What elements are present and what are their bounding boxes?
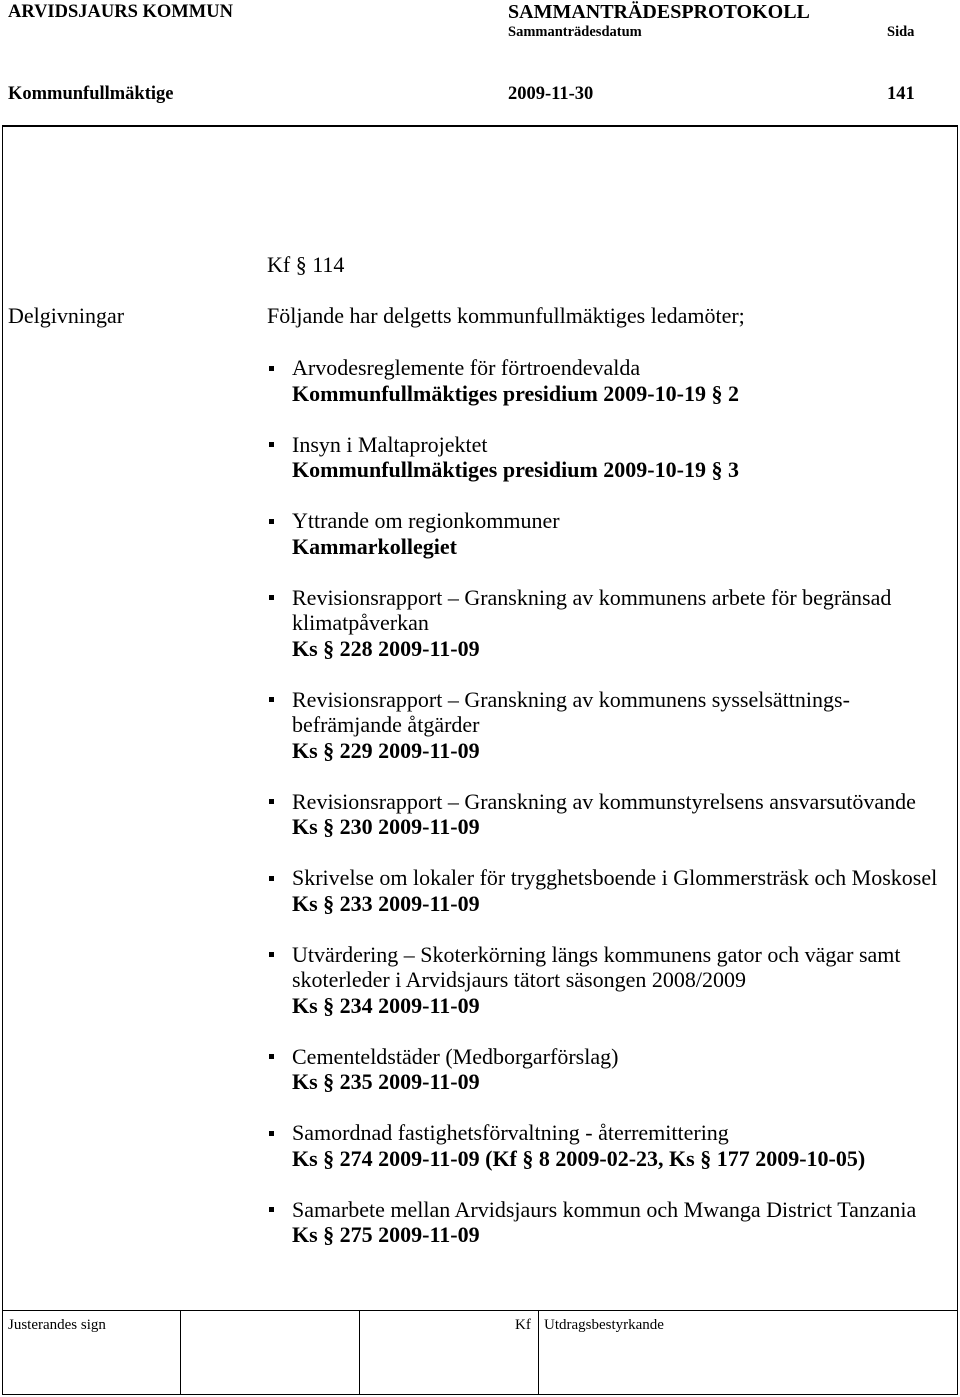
item-reference: Kammarkollegiet bbox=[292, 533, 457, 559]
square-bullet-icon bbox=[269, 1131, 274, 1136]
organization-name: ARVIDSJAURS KOMMUN bbox=[8, 2, 233, 22]
item-reference: Ks § 229 2009-11-09 bbox=[292, 737, 480, 763]
meeting-date-label: Sammanträdesdatum bbox=[508, 24, 642, 40]
item-text: Samarbete mellan Arvidsjaurs kommun och Mwanga District Tanzania bbox=[292, 1196, 917, 1222]
intro-text: Följande har delgetts kommunfullmäktiges ledamöter; bbox=[267, 303, 745, 328]
footer-top-rule bbox=[2, 1310, 958, 1311]
footer-cell-divider bbox=[538, 1310, 539, 1394]
notice-list bbox=[292, 355, 937, 1273]
square-bullet-icon bbox=[269, 952, 274, 957]
notice-item bbox=[292, 585, 937, 662]
item-reference: Ks § 274 2009-11-09 (Kf § 8 2009-02-23, Ks § 177 2009-10-05) bbox=[292, 1145, 866, 1171]
item-text: klimatpåverkan bbox=[292, 610, 429, 635]
notice-item bbox=[292, 432, 937, 483]
square-bullet-icon bbox=[269, 519, 274, 524]
square-bullet-icon bbox=[269, 799, 274, 804]
item-text: Skrivelse om lokaler för trygghetsboende i Glommersträsk och Moskosel bbox=[292, 865, 938, 890]
item-reference: Ks § 234 2009-11-09 bbox=[292, 992, 480, 1018]
footer-cell-divider bbox=[359, 1310, 360, 1394]
item-text: Utvärdering – Skoterkörning längs kommunens gator och vägar samt bbox=[292, 941, 901, 967]
item-reference: Ks § 233 2009-11-09 bbox=[292, 890, 480, 916]
initials: Kf bbox=[515, 1317, 531, 1333]
square-bullet-icon bbox=[269, 697, 274, 702]
item-text: Revisionsrapport – Granskning av kommunstyrelsens ansvarsutövande bbox=[292, 788, 916, 814]
notice-item bbox=[292, 789, 937, 840]
item-text: skoterleder i Arvidsjaurs tätort säsongen 2008/2009 bbox=[292, 967, 746, 992]
notice-item bbox=[292, 687, 937, 764]
item-reference: Ks § 230 2009-11-09 bbox=[292, 814, 480, 839]
notice-item bbox=[292, 942, 937, 1019]
section-heading: Delgivningar bbox=[8, 303, 125, 328]
certification-label: Utdragsbestyrkande bbox=[544, 1317, 664, 1333]
notice-item bbox=[292, 1120, 937, 1171]
square-bullet-icon bbox=[269, 1054, 274, 1059]
item-text: Revisionsrapport – Granskning av kommunens arbete för begränsad bbox=[292, 584, 892, 610]
signature-label: Justerandes sign bbox=[8, 1317, 106, 1333]
square-bullet-icon bbox=[269, 366, 274, 371]
square-bullet-icon bbox=[269, 595, 274, 600]
square-bullet-icon bbox=[269, 876, 274, 881]
paragraph-number: Kf § 114 bbox=[267, 252, 345, 277]
item-text: Revisionsrapport – Granskning av kommunens sysselsättnings- bbox=[292, 686, 850, 712]
notice-item bbox=[292, 355, 937, 406]
notice-item bbox=[292, 1197, 937, 1248]
item-text: Cementeldstäder (Medborgarförslag) bbox=[292, 1043, 619, 1069]
square-bullet-icon bbox=[269, 1207, 274, 1212]
page-number: 141 bbox=[887, 84, 915, 104]
item-text: Yttrande om regionkommuner bbox=[292, 508, 560, 533]
meeting-date: 2009-11-30 bbox=[508, 84, 594, 104]
item-reference: Kommunfullmäktiges presidium 2009-10-19 § 2 bbox=[292, 380, 739, 406]
item-reference: Kommunfullmäktiges presidium 2009-10-19 § 3 bbox=[292, 457, 739, 482]
item-reference: Ks § 228 2009-11-09 bbox=[292, 635, 480, 661]
square-bullet-icon bbox=[269, 442, 274, 447]
item-text: befrämjande åtgärder bbox=[292, 712, 480, 737]
item-text: Insyn i Maltaprojektet bbox=[292, 431, 488, 457]
item-reference: Ks § 275 2009-11-09 bbox=[292, 1222, 480, 1247]
document-type: SAMMANTRÄDESPROTOKOLL bbox=[508, 1, 810, 23]
page-label: Sida bbox=[887, 24, 915, 40]
item-text: Arvodesreglemente för förtroendevalda bbox=[292, 355, 641, 380]
item-reference: Ks § 235 2009-11-09 bbox=[292, 1069, 480, 1094]
notice-item bbox=[292, 865, 937, 916]
item-text: Samordnad fastighetsförvaltning - återremittering bbox=[292, 1120, 729, 1145]
notice-item bbox=[292, 1044, 937, 1095]
footer-cell-divider bbox=[180, 1310, 181, 1394]
body-name: Kommunfullmäktige bbox=[8, 84, 174, 104]
notice-item bbox=[292, 508, 937, 559]
